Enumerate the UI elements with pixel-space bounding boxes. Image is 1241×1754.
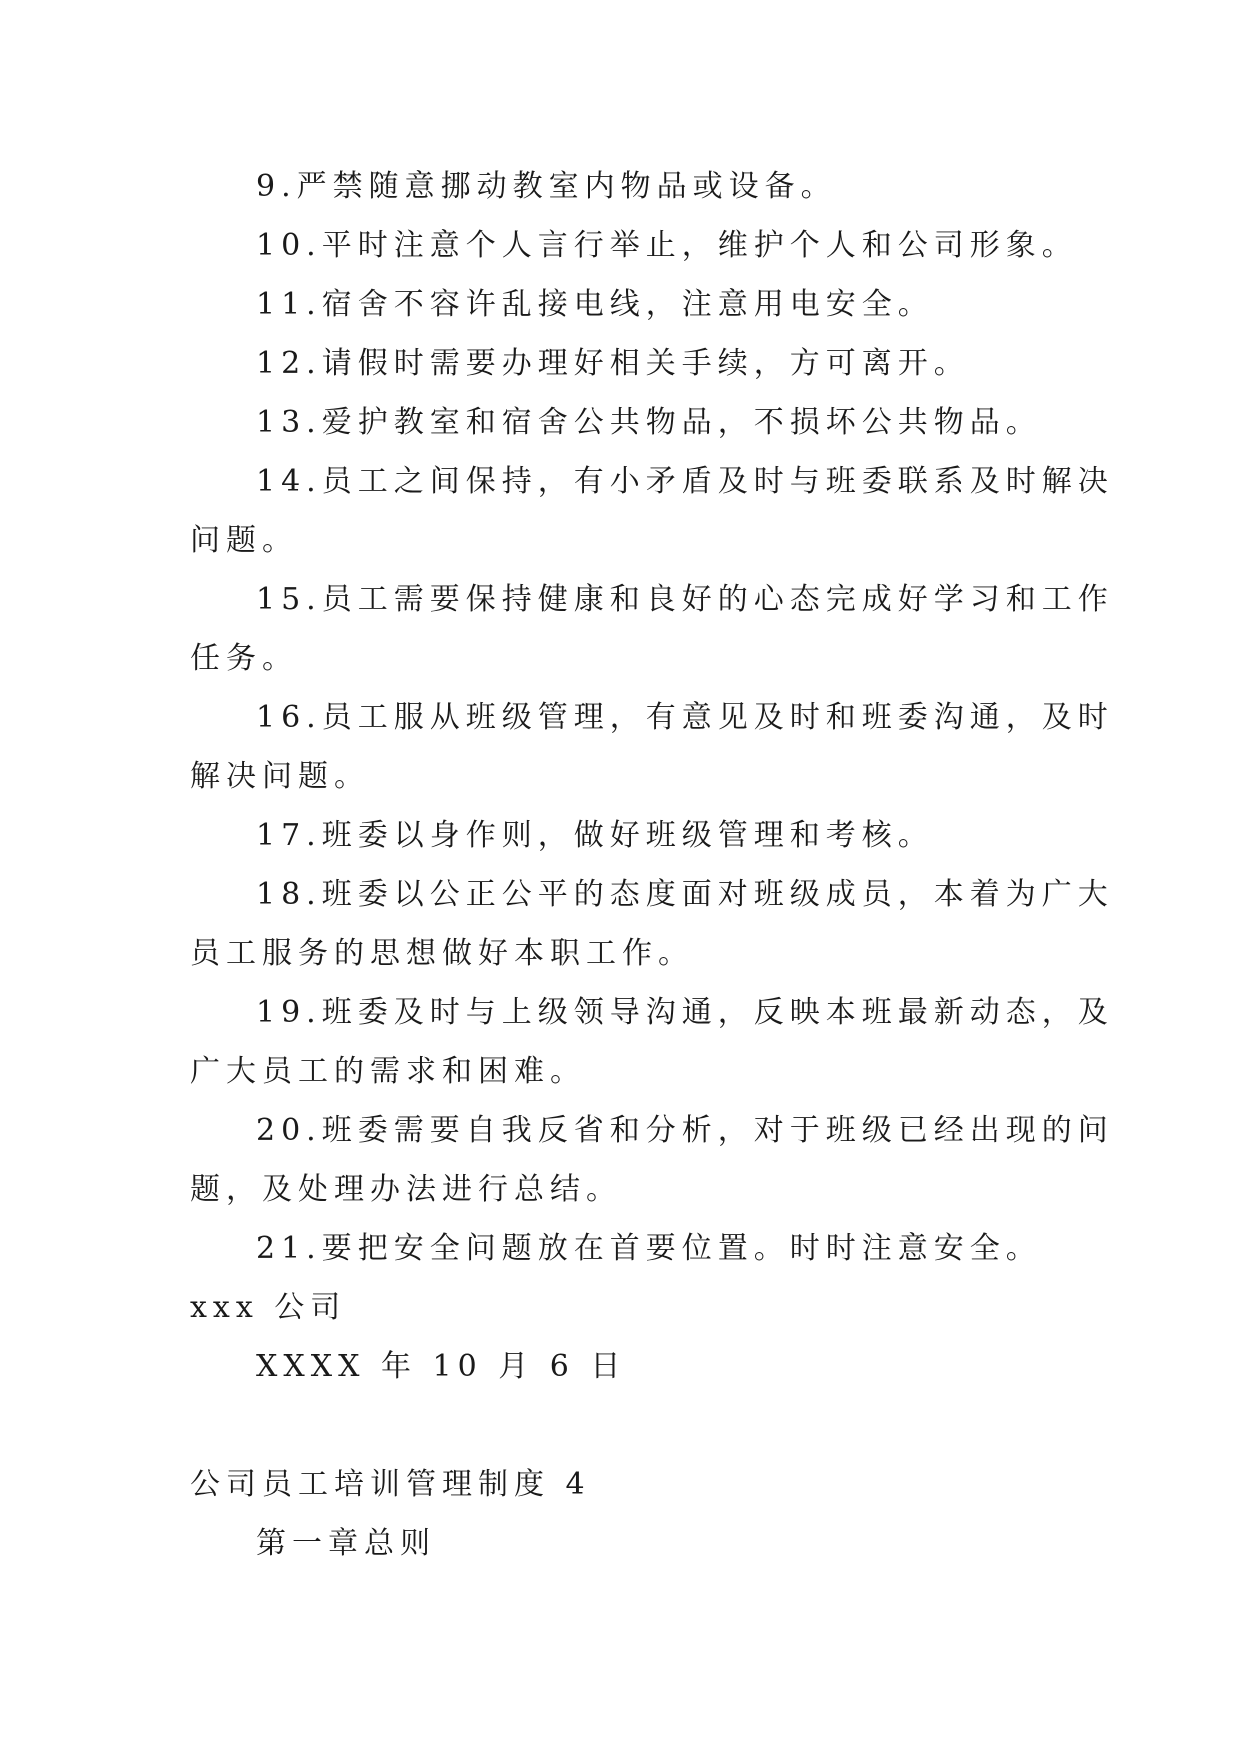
rule-17: 17.班委以身作则，做好班级管理和考核。 bbox=[256, 818, 934, 853]
document-body bbox=[190, 157, 1114, 1573]
rule-14: 14.员工之间保持，有小矛盾及时与班委联系及时解决 bbox=[256, 464, 1114, 499]
rule-20: 20.班委需要自我反省和分析，对于班级已经出现的问 bbox=[256, 1113, 1114, 1148]
rule-13: 13.爱护教室和宿舍公共物品，不损坏公共物品。 bbox=[256, 405, 1042, 440]
rule-19: 19.班委及时与上级领导沟通，反映本班最新动态，及 bbox=[256, 995, 1114, 1030]
rule-16: 16.员工服从班级管理，有意见及时和班委沟通，及时 bbox=[256, 700, 1114, 735]
rule-11: 11.宿舍不容许乱接电线，注意用电安全。 bbox=[256, 287, 934, 322]
chapter-heading: 第一章总则 bbox=[256, 1526, 436, 1561]
section-spacer bbox=[190, 1396, 1058, 1455]
rule-15: 15.员工需要保持健康和良好的心态完成好学习和工作 bbox=[256, 582, 1114, 617]
rule-18: 18.班委以公正公平的态度面对班级成员，本着为广大 bbox=[256, 877, 1114, 912]
rule-18-continuation: 员工服务的思想做好本职工作。 bbox=[190, 936, 694, 971]
rule-16-continuation: 解决问题。 bbox=[190, 759, 370, 794]
rule-14-continuation: 问题。 bbox=[190, 523, 298, 558]
rule-21: 21.要把安全问题放在首要位置。时时注意安全。 bbox=[256, 1231, 1042, 1266]
rule-12: 12.请假时需要办理好相关手续，方可离开。 bbox=[256, 346, 970, 381]
rule-15-continuation: 任务。 bbox=[190, 641, 298, 676]
company-signature: xxx 公司 bbox=[190, 1290, 347, 1325]
rule-19-continuation: 广大员工的需求和困难。 bbox=[190, 1054, 586, 1089]
rule-10: 10.平时注意个人言行举止，维护个人和公司形象。 bbox=[256, 228, 1078, 263]
rule-9: 9.严禁随意挪动教室内物品或设备。 bbox=[256, 169, 837, 204]
rule-20-continuation: 题，及处理办法进行总结。 bbox=[190, 1172, 622, 1207]
section-title: 公司员工培训管理制度 4 bbox=[190, 1467, 591, 1502]
signature-date: XXXX 年 10 月 6 日 bbox=[256, 1349, 627, 1384]
